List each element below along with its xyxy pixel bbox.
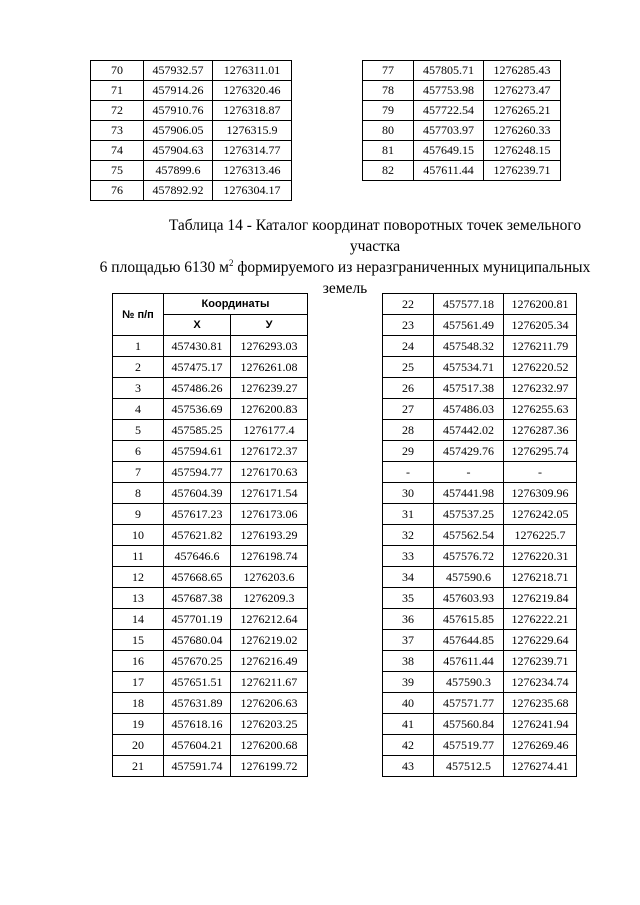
table-row xyxy=(383,651,577,672)
table-row xyxy=(91,121,292,141)
table-row xyxy=(383,735,577,756)
coord-y-cell: 1276287.36 xyxy=(504,420,577,441)
coord-x-cell: 457899.6 xyxy=(144,161,213,181)
table-row xyxy=(383,336,577,357)
coord-y-cell: 1276293.03 xyxy=(231,336,308,357)
caption-line-1: Таблица 14 - Каталог координат поворотных точек земельного участка xyxy=(168,217,582,255)
table-row xyxy=(113,399,308,420)
table-row xyxy=(363,121,561,141)
point-number-cell: 37 xyxy=(383,630,434,651)
coord-y-cell: 1276304.17 xyxy=(213,181,292,201)
coordinates-table-continued-right xyxy=(362,60,561,181)
table-row xyxy=(363,81,561,101)
caption-line-2-end: формируемого из неразграниченных муниципальных xyxy=(233,259,591,276)
coord-y-cell: 1276200.83 xyxy=(231,399,308,420)
point-number-cell: 77 xyxy=(363,61,414,81)
table-row xyxy=(383,525,577,546)
point-number-cell: 43 xyxy=(383,756,434,777)
coord-y-cell: 1276235.68 xyxy=(504,693,577,714)
point-number-cell: 82 xyxy=(363,161,414,181)
point-number-cell: 79 xyxy=(363,101,414,121)
coord-x-cell: 457615.85 xyxy=(434,609,504,630)
coord-y-cell: 1276216.49 xyxy=(231,651,308,672)
table-row xyxy=(383,546,577,567)
point-number-cell: 6 xyxy=(113,441,164,462)
coord-x-cell: 457517.38 xyxy=(434,378,504,399)
table-row xyxy=(91,81,292,101)
point-number-cell: 26 xyxy=(383,378,434,399)
coord-x-cell: 457753.98 xyxy=(414,81,484,101)
coord-y-cell: 1276220.52 xyxy=(504,357,577,378)
coord-y-cell: 1276255.63 xyxy=(504,399,577,420)
coord-y-cell: 1276314.77 xyxy=(213,141,292,161)
point-number-cell: 71 xyxy=(91,81,144,101)
coord-y-cell: 1276193.29 xyxy=(231,525,308,546)
coord-y-cell: 1276173.06 xyxy=(231,504,308,525)
table-row xyxy=(91,161,292,181)
coord-x-cell: 457618.16 xyxy=(164,714,231,735)
point-number-cell: 7 xyxy=(113,462,164,483)
coord-x-cell: 457611.44 xyxy=(414,161,484,181)
point-number-cell: 41 xyxy=(383,714,434,735)
table-row xyxy=(363,61,561,81)
coord-x-cell: 457429.76 xyxy=(434,441,504,462)
coord-x-cell: 457536.69 xyxy=(164,399,231,420)
coord-y-cell: 1276219.84 xyxy=(504,588,577,609)
point-number-cell: 81 xyxy=(363,141,414,161)
table-row xyxy=(383,630,577,651)
coord-x-cell: 457687.38 xyxy=(164,588,231,609)
table-row xyxy=(113,735,308,756)
point-number-cell: 33 xyxy=(383,546,434,567)
point-number-cell: 10 xyxy=(113,525,164,546)
coord-x-cell: 457906.05 xyxy=(144,121,213,141)
coord-y-cell: 1276260.33 xyxy=(484,121,561,141)
point-number-cell: 72 xyxy=(91,101,144,121)
coord-y-cell: 1276225.7 xyxy=(504,525,577,546)
table-row xyxy=(113,336,308,357)
table-row xyxy=(113,483,308,504)
coord-x-cell: 457571.77 xyxy=(434,693,504,714)
coord-y-cell: 1276203.6 xyxy=(231,567,308,588)
point-number-cell: 70 xyxy=(91,61,144,81)
point-number-cell: 78 xyxy=(363,81,414,101)
point-number-cell: 28 xyxy=(383,420,434,441)
table-row xyxy=(383,588,577,609)
point-number-cell: 74 xyxy=(91,141,144,161)
coord-y-cell: - xyxy=(504,462,577,483)
coord-x-cell: 457701.19 xyxy=(164,609,231,630)
point-number-cell: 35 xyxy=(383,588,434,609)
table-row xyxy=(383,483,577,504)
point-number-cell: 21 xyxy=(113,756,164,777)
coord-y-cell: 1276219.02 xyxy=(231,630,308,651)
table-caption xyxy=(95,215,595,299)
point-number-cell: 4 xyxy=(113,399,164,420)
coord-x-cell: 457519.77 xyxy=(434,735,504,756)
coord-y-cell: 1276222.21 xyxy=(504,609,577,630)
table-row xyxy=(383,672,577,693)
coord-y-cell: 1276242.05 xyxy=(504,504,577,525)
coord-y-cell: 1276241.94 xyxy=(504,714,577,735)
table-row xyxy=(113,567,308,588)
coord-y-cell: 1276206.63 xyxy=(231,693,308,714)
coord-x-cell: 457442.02 xyxy=(434,420,504,441)
coord-y-cell: 1276220.31 xyxy=(504,546,577,567)
table-row xyxy=(113,357,308,378)
coord-y-cell: 1276177.4 xyxy=(231,420,308,441)
coord-y-cell: 1276265.21 xyxy=(484,101,561,121)
header-number: № п/п xyxy=(113,294,164,336)
coord-y-cell: 1276203.25 xyxy=(231,714,308,735)
point-number-cell: 8 xyxy=(113,483,164,504)
coord-x-cell: 457560.84 xyxy=(434,714,504,735)
point-number-cell: 29 xyxy=(383,441,434,462)
table-row xyxy=(383,420,577,441)
table-row xyxy=(113,693,308,714)
coord-y-cell: 1276313.46 xyxy=(213,161,292,181)
table-header xyxy=(113,294,308,336)
coord-x-cell: 457680.04 xyxy=(164,630,231,651)
coord-x-cell: 457644.85 xyxy=(434,630,504,651)
point-number-cell: 40 xyxy=(383,693,434,714)
table-row xyxy=(113,420,308,441)
coord-y-cell: 1276232.97 xyxy=(504,378,577,399)
table-row xyxy=(113,609,308,630)
point-number-cell: 17 xyxy=(113,672,164,693)
coord-y-cell: 1276211.79 xyxy=(504,336,577,357)
coord-y-cell: 1276200.68 xyxy=(231,735,308,756)
table-row xyxy=(383,756,577,777)
point-number-cell: 31 xyxy=(383,504,434,525)
table-row xyxy=(383,378,577,399)
table-row xyxy=(363,141,561,161)
point-number-cell: 80 xyxy=(363,121,414,141)
coord-y-cell: 1276320.46 xyxy=(213,81,292,101)
coord-y-cell: 1276172.37 xyxy=(231,441,308,462)
coord-y-cell: 1276274.41 xyxy=(504,756,577,777)
table-row xyxy=(383,462,577,483)
coordinates-table-left xyxy=(112,293,308,777)
coord-y-cell: 1276309.96 xyxy=(504,483,577,504)
coord-x-cell: 457594.61 xyxy=(164,441,231,462)
table-row xyxy=(113,756,308,777)
point-number-cell: 20 xyxy=(113,735,164,756)
coord-y-cell: 1276318.87 xyxy=(213,101,292,121)
table-row xyxy=(113,378,308,399)
point-number-cell: 30 xyxy=(383,483,434,504)
coord-x-cell: 457594.77 xyxy=(164,462,231,483)
point-number-cell: 27 xyxy=(383,399,434,420)
point-number-cell: 36 xyxy=(383,609,434,630)
coord-x-cell: 457537.25 xyxy=(434,504,504,525)
coord-x-cell: 457590.6 xyxy=(434,567,504,588)
coord-y-cell: 1276200.81 xyxy=(504,294,577,315)
coord-x-cell: 457668.65 xyxy=(164,567,231,588)
table-row xyxy=(383,567,577,588)
coord-y-cell: 1276273.47 xyxy=(484,81,561,101)
table-row xyxy=(383,315,577,336)
coord-x-cell: 457722.54 xyxy=(414,101,484,121)
point-number-cell: 15 xyxy=(113,630,164,651)
coord-x-cell: 457486.03 xyxy=(434,399,504,420)
table-row xyxy=(113,651,308,672)
coord-y-cell: 1276198.74 xyxy=(231,546,308,567)
table-row xyxy=(91,101,292,121)
coord-x-cell: 457805.71 xyxy=(414,61,484,81)
coord-x-cell: 457590.3 xyxy=(434,672,504,693)
point-number-cell: 2 xyxy=(113,357,164,378)
header-coordinates: Координаты xyxy=(164,294,308,315)
coord-x-cell: - xyxy=(434,462,504,483)
coord-x-cell: 457585.25 xyxy=(164,420,231,441)
point-number-cell: 3 xyxy=(113,378,164,399)
coord-x-cell: 457576.72 xyxy=(434,546,504,567)
coordinates-table-continued-left xyxy=(90,60,292,201)
table-row xyxy=(383,441,577,462)
point-number-cell: 73 xyxy=(91,121,144,141)
point-number-cell: 39 xyxy=(383,672,434,693)
point-number-cell: 18 xyxy=(113,693,164,714)
coord-x-cell: 457932.57 xyxy=(144,61,213,81)
coord-y-cell: 1276211.67 xyxy=(231,672,308,693)
coord-x-cell: 457611.44 xyxy=(434,651,504,672)
caption-line-2 xyxy=(100,259,591,276)
caption-area-superscript: 2 xyxy=(229,257,234,268)
coord-x-cell: 457646.6 xyxy=(164,546,231,567)
point-number-cell: 5 xyxy=(113,420,164,441)
table-row xyxy=(91,141,292,161)
point-number-cell: 32 xyxy=(383,525,434,546)
table-row xyxy=(383,399,577,420)
coord-y-cell: 1276171.54 xyxy=(231,483,308,504)
table-row xyxy=(113,441,308,462)
coord-x-cell: 457561.49 xyxy=(434,315,504,336)
coord-y-cell: 1276239.71 xyxy=(504,651,577,672)
table-row xyxy=(113,462,308,483)
table-row xyxy=(113,630,308,651)
coord-x-cell: 457475.17 xyxy=(164,357,231,378)
coord-x-cell: 457914.26 xyxy=(144,81,213,101)
coord-x-cell: 457910.76 xyxy=(144,101,213,121)
table-row xyxy=(113,546,308,567)
caption-line-2-start: 6 площадью 6130 м xyxy=(99,259,229,276)
table-row xyxy=(113,525,308,546)
coord-y-cell: 1276234.74 xyxy=(504,672,577,693)
table-row xyxy=(113,714,308,735)
coord-x-cell: 457670.25 xyxy=(164,651,231,672)
table-row xyxy=(383,714,577,735)
point-number-cell: 76 xyxy=(91,181,144,201)
point-number-cell: 75 xyxy=(91,161,144,181)
point-number-cell: 23 xyxy=(383,315,434,336)
point-number-cell: 24 xyxy=(383,336,434,357)
coord-y-cell: 1276212.64 xyxy=(231,609,308,630)
coord-x-cell: 457548.32 xyxy=(434,336,504,357)
coord-y-cell: 1276199.72 xyxy=(231,756,308,777)
coord-x-cell: 457534.71 xyxy=(434,357,504,378)
caption-line-3: земель xyxy=(322,280,368,297)
coord-x-cell: 457604.21 xyxy=(164,735,231,756)
header-x: Х xyxy=(164,315,231,336)
table-row xyxy=(113,504,308,525)
point-number-cell: 16 xyxy=(113,651,164,672)
coord-y-cell: 1276248.15 xyxy=(484,141,561,161)
table-row xyxy=(113,672,308,693)
coord-x-cell: 457441.98 xyxy=(434,483,504,504)
coord-y-cell: 1276285.43 xyxy=(484,61,561,81)
coord-x-cell: 457603.93 xyxy=(434,588,504,609)
coord-y-cell: 1276170.63 xyxy=(231,462,308,483)
table-row xyxy=(383,357,577,378)
coord-y-cell: 1276209.3 xyxy=(231,588,308,609)
point-number-cell: 19 xyxy=(113,714,164,735)
coord-y-cell: 1276261.08 xyxy=(231,357,308,378)
coord-x-cell: 457892.92 xyxy=(144,181,213,201)
coord-x-cell: 457512.5 xyxy=(434,756,504,777)
table-row xyxy=(113,588,308,609)
point-number-cell: 12 xyxy=(113,567,164,588)
coord-y-cell: 1276239.27 xyxy=(231,378,308,399)
point-number-cell: 38 xyxy=(383,651,434,672)
point-number-cell: 34 xyxy=(383,567,434,588)
table-row xyxy=(383,294,577,315)
header-y: У xyxy=(231,315,308,336)
coord-y-cell: 1276269.46 xyxy=(504,735,577,756)
point-number-cell: 9 xyxy=(113,504,164,525)
coord-x-cell: 457617.23 xyxy=(164,504,231,525)
table-row xyxy=(91,181,292,201)
point-number-cell: - xyxy=(383,462,434,483)
coord-x-cell: 457577.18 xyxy=(434,294,504,315)
coord-x-cell: 457486.26 xyxy=(164,378,231,399)
point-number-cell: 22 xyxy=(383,294,434,315)
coord-x-cell: 457651.51 xyxy=(164,672,231,693)
coordinates-table-right xyxy=(382,293,577,777)
point-number-cell: 1 xyxy=(113,336,164,357)
coord-y-cell: 1276295.74 xyxy=(504,441,577,462)
coord-x-cell: 457604.39 xyxy=(164,483,231,504)
coord-x-cell: 457591.74 xyxy=(164,756,231,777)
coord-x-cell: 457631.89 xyxy=(164,693,231,714)
table-row xyxy=(91,61,292,81)
point-number-cell: 42 xyxy=(383,735,434,756)
coord-y-cell: 1276239.71 xyxy=(484,161,561,181)
coord-x-cell: 457904.63 xyxy=(144,141,213,161)
table-row xyxy=(383,693,577,714)
point-number-cell: 13 xyxy=(113,588,164,609)
coord-y-cell: 1276229.64 xyxy=(504,630,577,651)
table-row xyxy=(363,101,561,121)
point-number-cell: 11 xyxy=(113,546,164,567)
coord-y-cell: 1276205.34 xyxy=(504,315,577,336)
table-row xyxy=(363,161,561,181)
table-row xyxy=(383,504,577,525)
coord-x-cell: 457621.82 xyxy=(164,525,231,546)
table-row xyxy=(383,609,577,630)
coord-x-cell: 457703.97 xyxy=(414,121,484,141)
coord-x-cell: 457562.54 xyxy=(434,525,504,546)
coord-x-cell: 457430.81 xyxy=(164,336,231,357)
coord-y-cell: 1276218.71 xyxy=(504,567,577,588)
point-number-cell: 14 xyxy=(113,609,164,630)
coord-y-cell: 1276315.9 xyxy=(213,121,292,141)
point-number-cell: 25 xyxy=(383,357,434,378)
coord-x-cell: 457649.15 xyxy=(414,141,484,161)
coord-y-cell: 1276311.01 xyxy=(213,61,292,81)
